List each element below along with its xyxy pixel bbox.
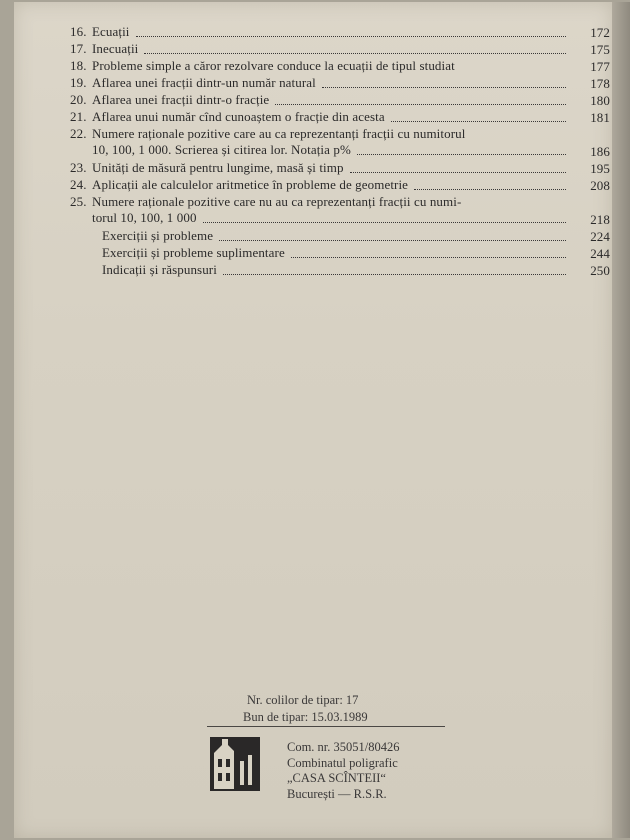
toc-entry-page: 178: [590, 76, 610, 91]
toc-leader-dots: [219, 239, 566, 241]
toc-entry-title: Exerciții și probleme suplimentare: [102, 245, 285, 260]
toc-entry: [70, 228, 610, 245]
toc-entry: [70, 75, 610, 92]
printer-name: Combinatul poligrafic: [287, 756, 398, 770]
toc-entry-number: 18.: [70, 58, 87, 73]
toc-entry: [70, 109, 610, 126]
toc-leader-dots: [350, 171, 566, 173]
toc-entry-title-line2: torul 10, 100, 1 000: [92, 210, 197, 225]
toc-entry-title: Exerciții și probleme: [102, 228, 214, 243]
toc-entry-page: 218: [590, 212, 610, 227]
toc-leader-dots: [322, 86, 566, 88]
toc-entry-number: 20.: [70, 92, 87, 107]
toc-leader-dots: [414, 188, 566, 190]
toc-entry-page: 186: [590, 144, 610, 159]
print-date: Bun de tipar: 15.03.1989: [243, 710, 368, 724]
toc-entry: [70, 262, 610, 279]
toc-leader-dots: [275, 103, 566, 105]
toc-entry-number: 22.: [70, 126, 87, 141]
toc-leader-dots: [144, 52, 566, 54]
table-of-contents: [70, 24, 610, 279]
toc-entry-page: 244: [590, 246, 610, 261]
toc-entry-title: Aflarea unei fracții dintr-un număr natural: [92, 75, 316, 90]
toc-entry: [70, 24, 610, 41]
toc-entry-title-line1: Numere raționale pozitive care nu au ca reprezentanți fracții cu numi-: [92, 194, 462, 209]
toc-entry: [70, 58, 610, 75]
toc-entry-title-line2: 10, 100, 1 000. Scrierea și citirea lor. Notația p%: [92, 142, 351, 157]
book-page: [14, 2, 612, 838]
toc-entry-page: 224: [590, 229, 610, 244]
toc-entry-number: 19.: [70, 75, 87, 90]
toc-entry-page: 195: [590, 161, 610, 176]
toc-entry-page: 250: [590, 263, 610, 278]
toc-leader-dots: [357, 153, 566, 155]
toc-entry: [70, 160, 610, 177]
toc-entry-page: 172: [590, 25, 610, 40]
toc-leader-dots: [291, 256, 566, 258]
toc-entry-title-line1: Numere raționale pozitive care au ca reprezentanți fracții cu numitorul: [92, 126, 466, 141]
toc-entry-title: Ecuații: [92, 24, 130, 39]
toc-entry-title: Aplicații ale calculelor aritmetice în probleme de geometrie: [92, 177, 409, 192]
toc-entry-number: 16.: [70, 24, 87, 39]
toc-entry-page: 177: [590, 59, 610, 74]
toc-leader-dots: [223, 273, 566, 275]
toc-entry: [70, 177, 610, 194]
toc-entry-number: 17.: [70, 41, 87, 56]
toc-entry-title: Aflarea unui număr cînd cunoaștem o fracție din acesta: [92, 109, 385, 124]
toc-entry-title: Aflarea unei fracții dintr-o fracție: [92, 92, 270, 107]
toc-entry-page: 208: [590, 178, 610, 193]
toc-entry-title: Indicații și răspunsuri: [102, 262, 217, 277]
toc-entry: [70, 245, 610, 262]
toc-leader-dots: [391, 120, 566, 122]
toc-leader-dots: [203, 221, 566, 223]
toc-entry: [70, 41, 610, 58]
toc-entry-title: Unități de măsură pentru lungime, masă și timp: [92, 160, 344, 175]
publisher-city: București — R.S.R.: [287, 787, 387, 801]
toc-entry-number: 25.: [70, 194, 87, 209]
toc-entry-number: 24.: [70, 177, 87, 192]
toc-entry-number: 23.: [70, 160, 87, 175]
toc-entry: [70, 194, 610, 228]
toc-entry-title: Inecuații: [92, 41, 139, 56]
order-number: Com. nr. 35051/80426: [287, 740, 400, 754]
toc-entry: [70, 126, 610, 160]
toc-entry-title: Probleme simple a căror rezolvare conduce la ecuații de tipul studiat: [92, 58, 455, 73]
toc-entry-page: 175: [590, 42, 610, 57]
toc-entry: [70, 92, 610, 109]
print-sheets: Nr. colilor de tipar: 17: [247, 693, 359, 707]
toc-leader-dots: [136, 35, 566, 37]
toc-entry-number: 21.: [70, 109, 87, 124]
publisher-house: „CASA SCÎNTEII“: [287, 771, 386, 785]
toc-entry-page: 181: [590, 110, 610, 125]
toc-entry-page: 180: [590, 93, 610, 108]
